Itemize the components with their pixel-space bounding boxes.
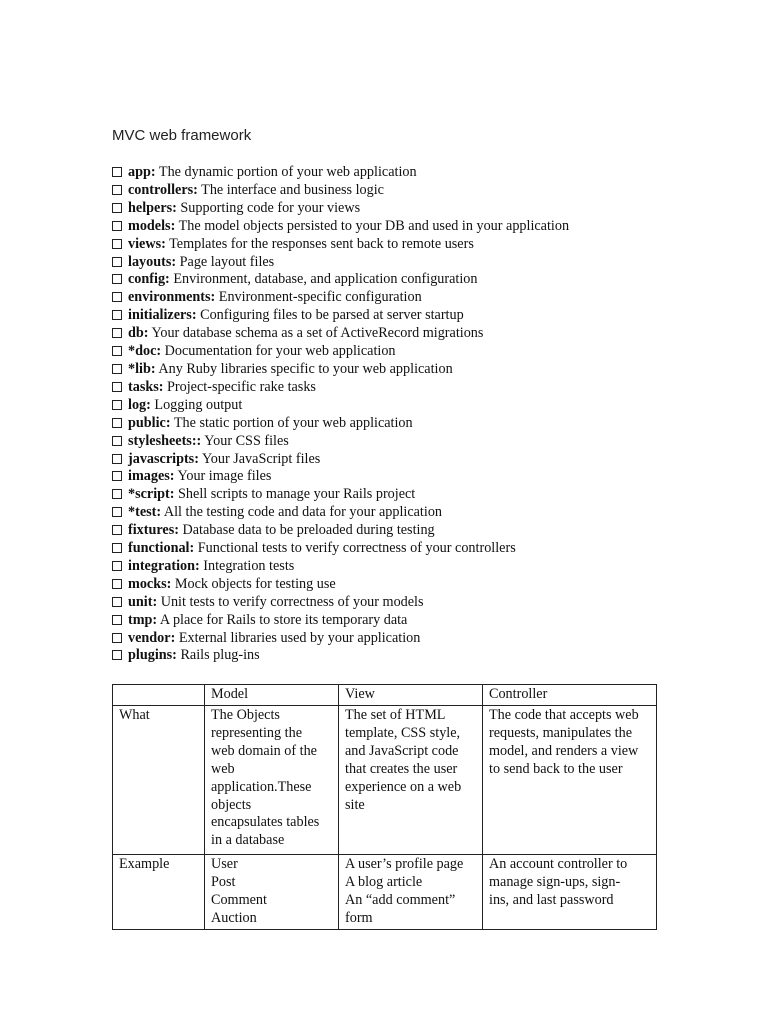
item-desc: Project-specific rake tasks [163, 378, 316, 395]
item-desc: Rails plug-ins [176, 647, 260, 664]
checkbox-icon [112, 346, 122, 356]
model-cell: The Objects representing the web domain of the web application.These objects encapsulates tables in a database [205, 706, 339, 855]
header-cell-view: View [339, 685, 483, 706]
item-desc: Functional tests to verify correctness of your controllers [194, 540, 516, 557]
model-cell: User Post Comment Auction [205, 855, 339, 930]
checkbox-icon [112, 543, 122, 553]
view-cell: The set of HTML template, CSS style, and JavaScript code that creates the user experience on a web site [339, 706, 483, 855]
checkbox-icon [112, 561, 122, 571]
mvc-table [112, 684, 657, 930]
list-item [112, 254, 569, 272]
item-key: views: [128, 235, 166, 252]
item-key: *doc: [128, 343, 162, 360]
list-item [112, 630, 569, 648]
item-key: initializers: [128, 307, 197, 324]
table-header-row [113, 685, 657, 706]
view-cell: A user’s profile page A blog article An “add comment” form [339, 855, 483, 930]
item-desc: Documentation for your web application [161, 343, 396, 360]
checkbox-icon [112, 257, 122, 267]
item-desc: All the testing code and data for your application [161, 504, 443, 521]
item-key: layouts: [128, 253, 177, 270]
item-key: unit: [128, 593, 158, 610]
row-label: Example [113, 855, 205, 930]
page-title: MVC web framework [112, 127, 252, 144]
checkbox-icon [112, 650, 122, 660]
list-item [112, 379, 569, 397]
item-desc: The static portion of your web application [170, 414, 413, 431]
checkbox-icon [112, 292, 122, 302]
item-key: public: [128, 414, 171, 431]
header-cell-model: Model [205, 685, 339, 706]
list-item [112, 647, 569, 665]
item-desc: Any Ruby libraries specific to your web application [155, 360, 453, 377]
list-item [112, 576, 569, 594]
item-key: *lib: [128, 360, 156, 377]
checkbox-icon [112, 507, 122, 517]
item-key: plugins: [128, 647, 177, 664]
item-desc: The dynamic portion of your web application [155, 164, 417, 180]
item-desc: Environment-specific configuration [215, 289, 422, 306]
list-item [112, 325, 569, 343]
item-desc: Unit tests to verify correctness of your models [157, 593, 424, 610]
item-desc: Integration tests [199, 557, 295, 574]
list-item [112, 612, 569, 630]
checkbox-icon [112, 239, 122, 249]
item-key: environments: [128, 289, 216, 306]
item-desc: Environment, database, and application configuration [169, 271, 478, 288]
item-key: fixtures: [128, 522, 179, 539]
row-label: What [113, 706, 205, 855]
item-desc: External libraries used by your application [175, 629, 421, 646]
checkbox-icon [112, 364, 122, 374]
item-desc: Your CSS files [201, 432, 289, 449]
item-key: tmp: [128, 611, 158, 628]
checkbox-icon [112, 454, 122, 464]
item-key: config: [128, 271, 170, 288]
checkbox-icon [112, 471, 122, 481]
checkbox-icon [112, 167, 122, 177]
controller-cell: The code that accepts web requests, manipulates the model, and renders a view to send back to the user [483, 706, 657, 855]
list-item [112, 397, 569, 415]
list-item [112, 451, 569, 469]
item-key: stylesheets:: [128, 432, 202, 449]
list-item [112, 468, 569, 486]
list-item [112, 433, 569, 451]
list-item [112, 200, 569, 218]
item-desc: Shell scripts to manage your Rails project [174, 486, 416, 503]
checkbox-icon [112, 436, 122, 446]
checkbox-icon [112, 489, 122, 499]
table-row [113, 855, 657, 930]
item-desc: Supporting code for your views [176, 199, 361, 216]
item-desc: The interface and business logic [197, 181, 384, 198]
item-key: log: [128, 396, 151, 413]
item-desc: Page layout files [176, 253, 275, 270]
list-item [112, 415, 569, 433]
item-desc: A place for Rails to store its temporary data [157, 611, 408, 628]
item-key: *test: [128, 504, 162, 521]
list-item [112, 504, 569, 522]
checkbox-icon [112, 418, 122, 428]
list-item [112, 522, 569, 540]
list-item [112, 236, 569, 254]
list-item [112, 218, 569, 236]
header-cell-controller: Controller [483, 685, 657, 706]
checkbox-icon [112, 579, 122, 589]
checkbox-icon [112, 382, 122, 392]
item-desc: Your database schema as a set of ActiveRecord migrations [148, 325, 484, 342]
checkbox-icon [112, 310, 122, 320]
item-key: functional: [128, 540, 195, 557]
item-desc: Your JavaScript files [198, 450, 321, 467]
item-key: javascripts: [128, 450, 199, 467]
checkbox-icon [112, 203, 122, 213]
item-key: app: [128, 164, 156, 180]
item-desc: Database data to be preloaded during testing [178, 522, 435, 539]
checkbox-icon [112, 615, 122, 625]
item-key: models: [128, 217, 176, 234]
list-item [112, 361, 569, 379]
list-item [112, 289, 569, 307]
item-key: vendor: [128, 629, 176, 646]
item-desc: Logging output [150, 396, 243, 413]
list-item [112, 486, 569, 504]
list-item [112, 343, 569, 361]
item-desc: Configuring files to be parsed at server startup [196, 307, 464, 324]
list-item [112, 594, 569, 612]
directory-list [112, 164, 569, 665]
header-cell-empty [113, 685, 205, 706]
item-key: mocks: [128, 575, 172, 592]
table-row [113, 706, 657, 855]
item-key: controllers: [128, 181, 198, 198]
item-desc: Mock objects for testing use [171, 575, 336, 592]
item-key: images: [128, 468, 175, 485]
item-desc: Your image files [174, 468, 272, 485]
item-key: integration: [128, 557, 200, 574]
controller-cell: An account controller to manage sign-ups, sign- ins, and last password [483, 855, 657, 930]
checkbox-icon [112, 274, 122, 284]
item-desc: Templates for the responses sent back to remote users [165, 235, 474, 252]
checkbox-icon [112, 328, 122, 338]
item-desc: The model objects persisted to your DB and used in your application [175, 217, 570, 234]
item-key: db: [128, 325, 149, 342]
item-key: *script: [128, 486, 175, 503]
list-item [112, 540, 569, 558]
item-key: tasks: [128, 378, 164, 395]
checkbox-icon [112, 185, 122, 195]
list-item [112, 558, 569, 576]
checkbox-icon [112, 525, 122, 535]
list-item [112, 271, 569, 289]
item-key: helpers: [128, 199, 177, 216]
checkbox-icon [112, 597, 122, 607]
list-item [112, 164, 569, 182]
checkbox-icon [112, 633, 122, 643]
checkbox-icon [112, 400, 122, 410]
list-item [112, 307, 569, 325]
list-item [112, 182, 569, 200]
checkbox-icon [112, 221, 122, 231]
